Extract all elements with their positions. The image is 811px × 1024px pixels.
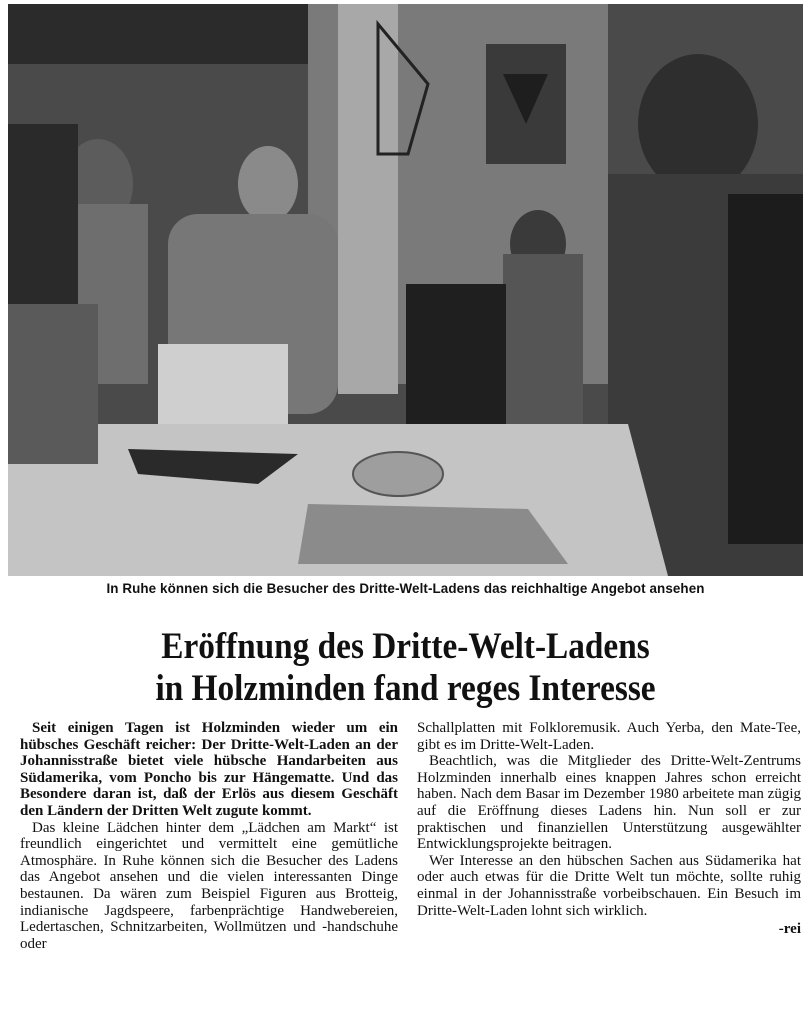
article-paragraph-3: Wer Interesse an den hübschen Sachen aus Südamerika hat oder auch etwas für die Dritte Welt tun möchte, sollte ruhig einmal in der Johannisstraße vorbeibschauen. Ein Besuch im Dritte-Welt-Laden lohnt sich wirklich. [417,852,801,919]
article-paragraph-1-continued: Schallplatten mit Folkloremusik. Auch Yerba, den Mate-Tee, gibt es im Dritte-Welt-Laden. [417,720,801,753]
article-photo [8,4,803,576]
photo-caption: In Ruhe können sich die Besucher des Dritte-Welt-Ladens das reichhaltige Angebot ansehen [106,581,705,596]
headline-line-2: in Holzminden fand reges Interesse [155,668,656,709]
article-column-right [417,720,801,938]
article-paragraph-1: Das kleine Lädchen hinter dem „Lädchen am Markt“ ist freundlich eingerichtet und vermittelt eine gemütliche Atmosphäre. In Ruhe können sich die Besucher des Ladens das Angebot ansehen und die vielen interessanten Dinge bestaunen. Da wären zum Beispiel Figuren aus Brotteig, indianische Jagdspeere, farbenprächtige Handwebereien, Ledertaschen, Schnitzarbeiten, Wollmützen und -handschuhe oder [20,819,398,952]
article-headline [0,626,811,710]
article-column-left [20,720,398,952]
headline-line-1: Eröffnung des Dritte-Welt-Ladens [161,626,650,667]
author-signature: -rei [778,921,801,938]
article-lead: Seit einigen Tagen ist Holzminden wieder um ein hübsches Geschäft reicher: Der Dritte-Welt-Laden an der Johannisstraße bietet viele hübsche Handarbeiten aus Südamerika, vom Poncho bis zur Hängematte. Und das Besondere daran ist, daß der Erlös aus diesem Geschäft den Ländern der Dritten Welt zugute kommt. [20,720,398,819]
article-paragraph-2: Beachtlich, was die Mitglieder des Dritte-Welt-Zentrums Holzminden innerhalb eines knappen Jahres schon erreicht haben. Nach dem Basar im Dezember 1980 arbeitete man zügig auf die Eröffnung dieses Ladens hin. Nun soll er zur praktischen und finanziellen Unterstützung ausgewählter Entwicklungsprojekte beitragen. [417,753,801,853]
